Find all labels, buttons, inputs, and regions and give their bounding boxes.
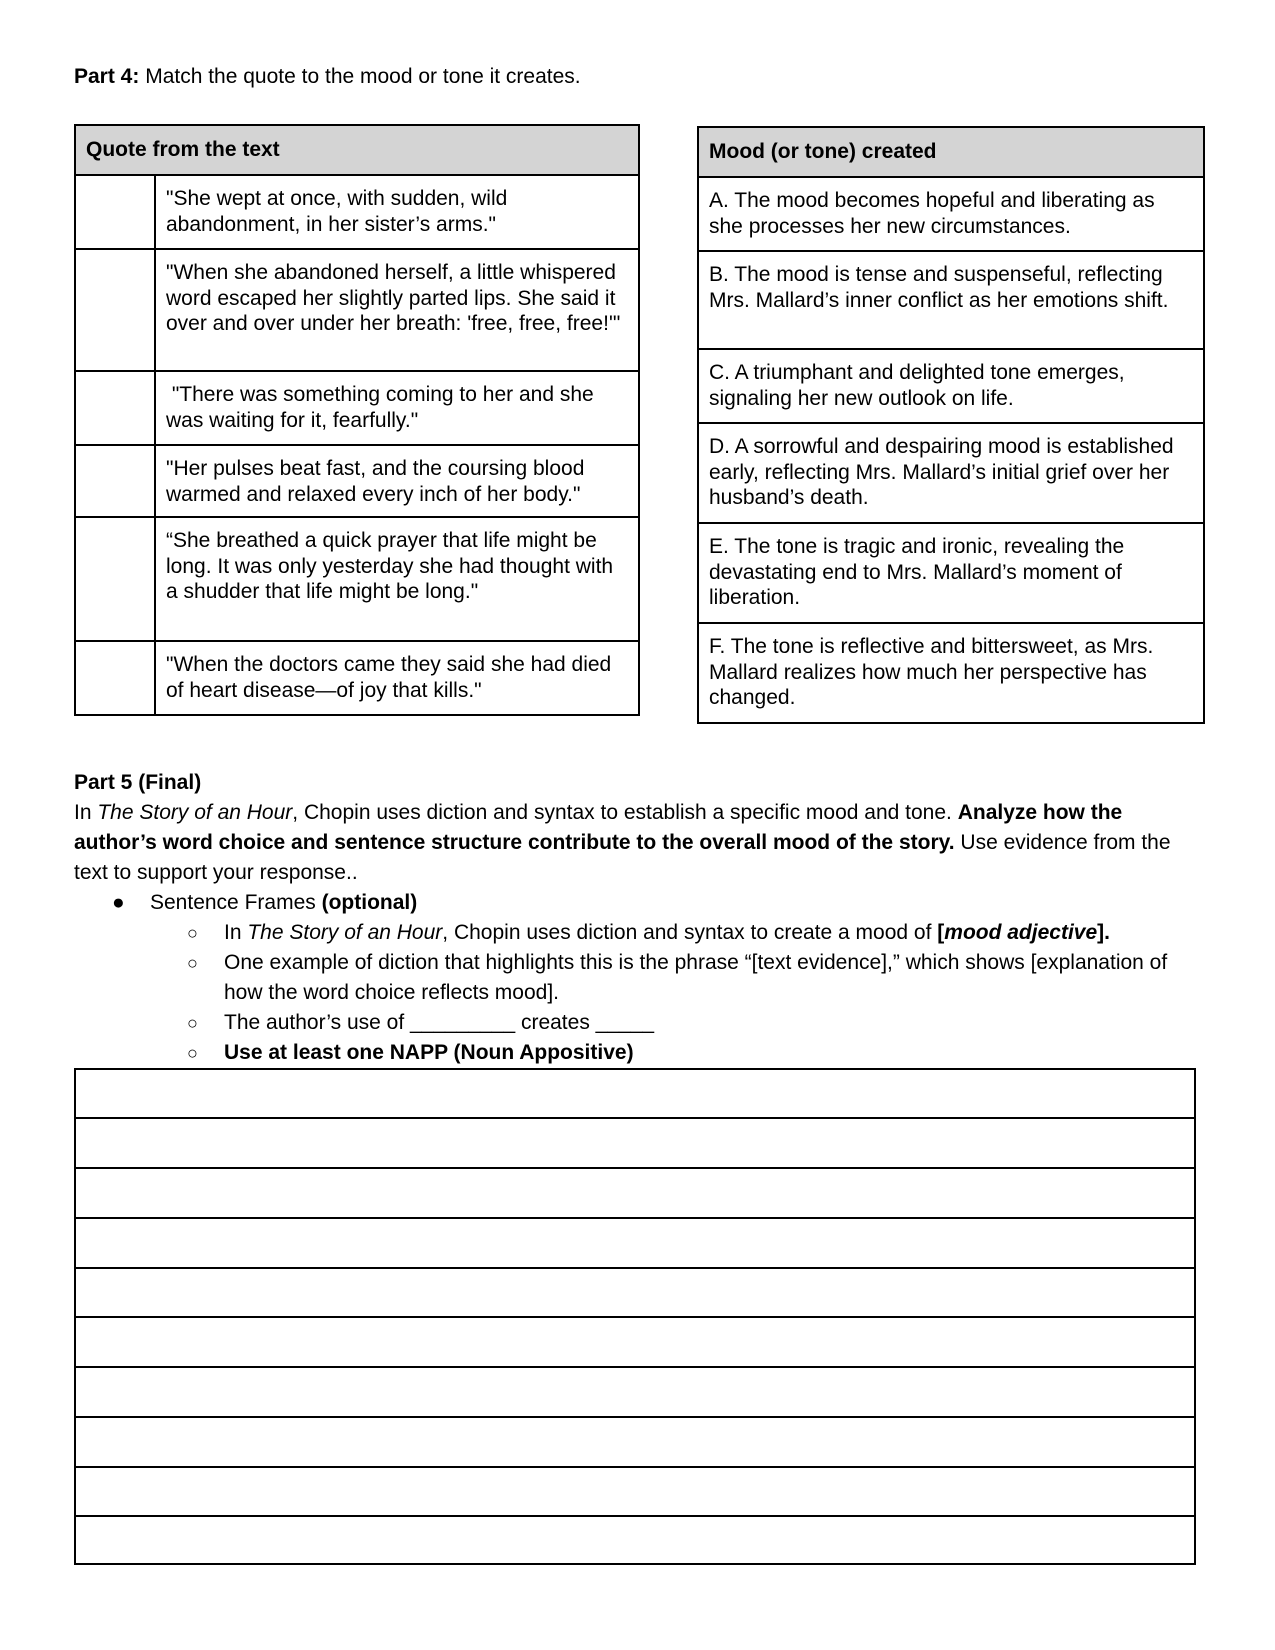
writing-line [76,1267,1194,1269]
frame-bracket: [ [937,921,945,944]
prompt-text: , Chopin uses diction and syntax to establish a specific mood and tone. [292,801,958,824]
part5-prompt [74,798,1204,888]
answer-blank-2[interactable] [75,249,155,371]
mood-option-c: C. A triumphant and delighted tone emerges, signaling her new outlook on life. [698,349,1204,423]
story-title: The Story of an Hour [97,801,293,824]
mood-option-a: A. The mood becomes hopeful and liberating as she processes her new circumstances. [698,177,1204,251]
circle-bullet-icon: ○ [187,1043,198,1063]
circle-bullet-icon: ○ [187,923,198,943]
frame-text: Use at least one NAPP (Noun Appositive) [224,1041,634,1064]
story-title: The Story of an Hour [247,921,443,944]
part4-label: Part 4: [74,65,140,88]
answer-blank-5[interactable] [75,517,155,641]
sentence-frames-bullet [74,888,1204,918]
writing-line [76,1117,1194,1119]
prompt-text: In [74,801,98,824]
part4-instruction [74,64,581,90]
quote-cell: "She wept at once, with sudden, wild abandonment, in her sister’s arms." [155,175,639,249]
mood-table [697,126,1205,724]
mood-option-d: D. A sorrowful and despairing mood is established early, reflecting Mrs. Mallard’s initial grief over her husband’s death. [698,423,1204,523]
mood-option-b: B. The mood is tense and suspenseful, reflecting Mrs. Mallard’s inner conflict as her emotions shift. [698,251,1204,349]
response-writing-area[interactable] [74,1068,1196,1565]
part4-text: Match the quote to the mood or tone it creates. [145,65,581,88]
answer-blank-4[interactable] [75,445,155,517]
writing-line [76,1466,1194,1468]
circle-bullet-icon: ○ [187,1013,198,1033]
frame-4 [74,1038,1204,1068]
quote-table [74,124,640,716]
quote-cell: "When the doctors came they said she had died of heart disease—of joy that kills." [155,641,639,715]
frame-text: , Chopin uses diction and syntax to create a mood of [442,921,938,944]
writing-line [76,1416,1194,1418]
mood-table-header: Mood (or tone) created [698,127,1204,177]
writing-line [76,1167,1194,1169]
frame-text: One example of diction that highlights this is the phrase “[text evidence],” which shows [explanation of how the word choice reflects mood]. [224,951,1168,1004]
part5-heading: Part 5 (Final) [74,771,202,794]
quote-cell: "Her pulses beat fast, and the coursing blood warmed and relaxed every inch of her body." [155,445,639,517]
frame-bracket: ]. [1097,921,1110,944]
frame-text: In [224,921,248,944]
answer-blank-6[interactable] [75,641,155,715]
answer-blank-3[interactable] [75,371,155,445]
mood-option-f: F. The tone is reflective and bittersweet, as Mrs. Mallard realizes how much her perspective has changed. [698,623,1204,723]
quote-cell: “She breathed a quick prayer that life might be long. It was only yesterday she had thought with a shudder that life might be long." [155,517,639,641]
frames-optional: (optional) [321,891,418,914]
writing-line [76,1366,1194,1368]
writing-line [76,1515,1194,1517]
frames-label: Sentence Frames [150,891,322,914]
quote-table-header: Quote from the text [75,125,639,175]
writing-line [76,1316,1194,1318]
frame-text: The author’s use of _________ creates _____ [224,1011,655,1034]
quote-cell: "When she abandoned herself, a little whispered word escaped her slightly parted lips. She said it over and over under her breath: 'free, free, free!'" [155,249,639,371]
circle-bullet-icon: ○ [187,953,198,973]
frame-3 [74,1008,1204,1038]
prompt-text: Use evidence from the text to support your response.. [74,831,1171,884]
frame-1 [74,918,1204,948]
prompt-emphasis: Analyze how the author’s word choice and sentence structure contribute to the overall mood of the story. [74,801,1123,854]
bullet-icon: ● [112,891,125,914]
answer-blank-1[interactable] [75,175,155,249]
mood-option-e: E. The tone is tragic and ironic, revealing the devastating end to Mrs. Mallard’s moment of liberation. [698,523,1204,623]
quote-cell: "There was something coming to her and she was waiting for it, fearfully." [155,371,639,445]
frame-placeholder: mood adjective [944,921,1098,944]
frame-2 [74,948,1204,1008]
part5-section [74,768,1204,1068]
writing-line [76,1217,1194,1219]
